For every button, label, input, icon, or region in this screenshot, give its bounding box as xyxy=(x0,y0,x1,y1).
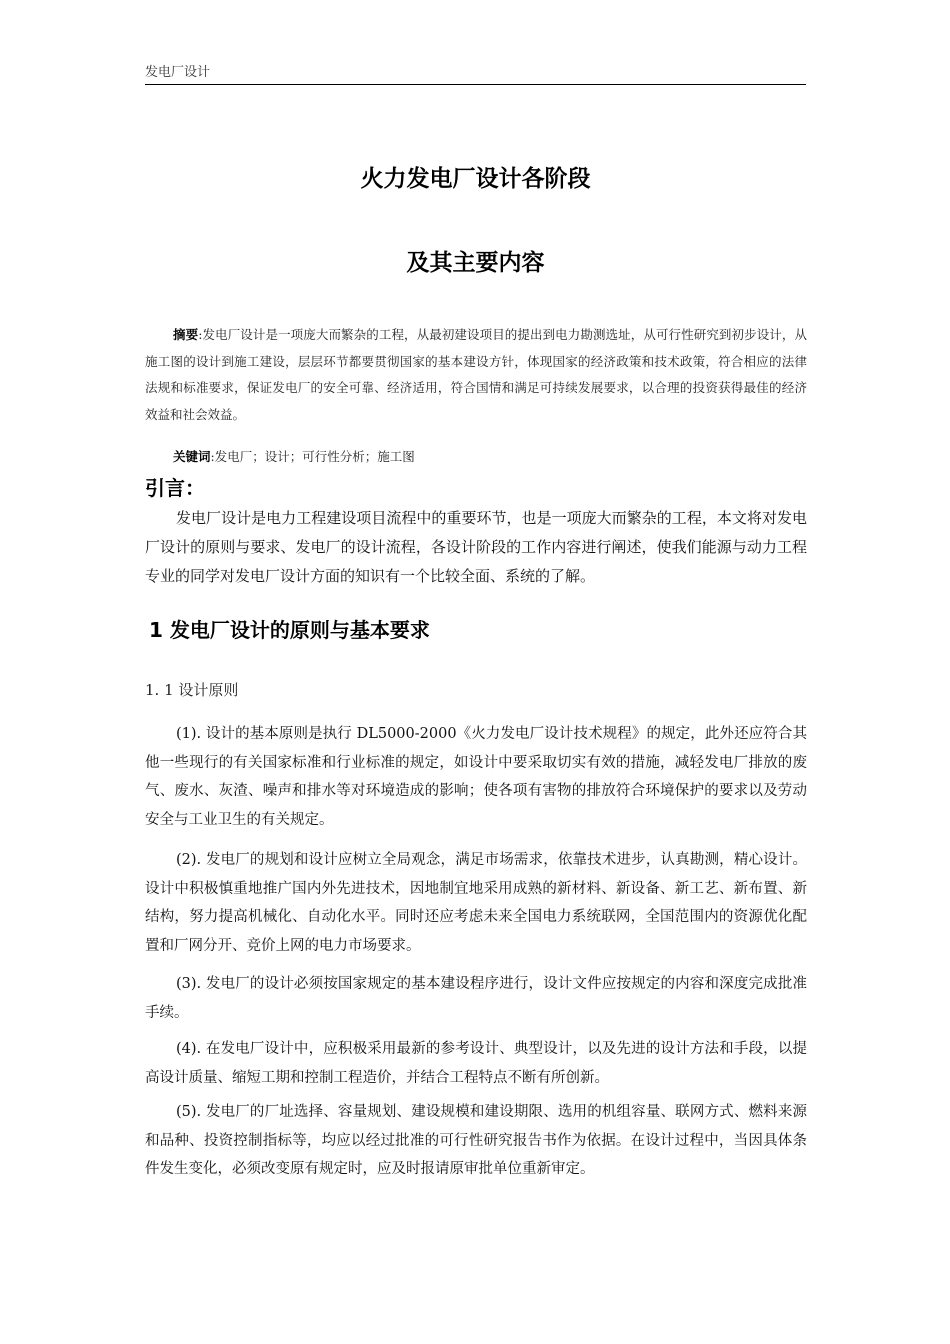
keywords-label: 关键词 xyxy=(173,449,211,464)
section-1-heading: 1 发电厂设计的原则与基本要求 xyxy=(149,618,430,642)
abstract-paragraph xyxy=(145,322,807,428)
design-principle-item-2: (2). 发电厂的规划和设计应树立全局观念，满足市场需求，依靠技术进步，认真勘测，精心设计。设计中积极慎重地推广国内外先进技术，因地制宜地采用成熟的新材料、新设备、新工艺、新布置、新结构，努力提高机械化、自动化水平。同时还应考虑未来全国电力系统联网，全国范围内的资源优化配置和厂网分开、竞价上网的电力市场要求。 xyxy=(145,852,807,954)
design-principle-item-3: (3). 发电厂的设计必须按国家规定的基本建设程序进行，设计文件应按规定的内容和深度完成批准手续。 xyxy=(145,976,807,1021)
design-principle-item-1: (1). 设计的基本原则是执行 DL5000-2000《火力发电厂设计技术规程》的规定，此外还应符合其他一些现行的有关国家标准和行业标准的规定，如设计中要采取切实有效的措施，减轻发电厂排放的废气、废水、灰渣、噪声和排水等对环境造成的影响；使各项有害物的排放符合环境保护的要求以及劳动安全与工业卫生的有关规定。 xyxy=(145,726,807,828)
design-principle-item-4: (4). 在发电厂设计中，应积极采用最新的参考设计、典型设计，以及先进的设计方法和手段，以提高设计质量、缩短工期和控制工程造价，并结合工程特点不断有所创新。 xyxy=(145,1041,807,1086)
subsection-1-1-heading: 1. 1 设计原则 xyxy=(145,681,239,699)
introduction-paragraph: 发电厂设计是电力工程建设项目流程中的重要环节，也是一项庞大而繁杂的工程，本文将对发电厂设计的原则与要求、发电厂的设计流程，各设计阶段的工作内容进行阐述，使我们能源与动力工程专业的同学对发电厂设计方面的知识有一个比较全面、系统的了解。 xyxy=(145,509,807,585)
introduction-heading: 引言： xyxy=(145,476,205,500)
keywords-line xyxy=(173,446,807,468)
document-title-line-1: 火力发电厂设计各阶段 xyxy=(360,166,591,192)
running-header: 发电厂设计 xyxy=(145,64,806,85)
design-principle-item-5: (5). 发电厂的厂址选择、容量规划、建设规模和建设期限、选用的机组容量、联网方式、燃料来源和品种、投资控制指标等，均应以经过批准的可行性研究报告书作为依据。在设计过程中，当因具体条件发生变化，必须改变原有规定时，应及时报请原审批单位重新审定。 xyxy=(145,1104,807,1177)
document-title-line-2: 及其主要内容 xyxy=(406,250,545,276)
keywords-text: :发电厂；设计；可行性分析；施工图 xyxy=(210,449,415,464)
abstract-label: 摘要 xyxy=(173,327,199,342)
abstract-text: :发电厂设计是一项庞大而繁杂的工程，从最初建设项目的提出到电力勘测选址，从可行性研究到初步设计，从施工图的设计到施工建设，层层环节都要贯彻国家的基本建设方针，体现国家的经济政策和技术政策，符合相应的法律法规和标准要求，保证发电厂的安全可靠、经济适用，符合国情和满足可持续发展要求，以合理的投资获得最佳的经济效益和社会效益。 xyxy=(145,327,807,422)
